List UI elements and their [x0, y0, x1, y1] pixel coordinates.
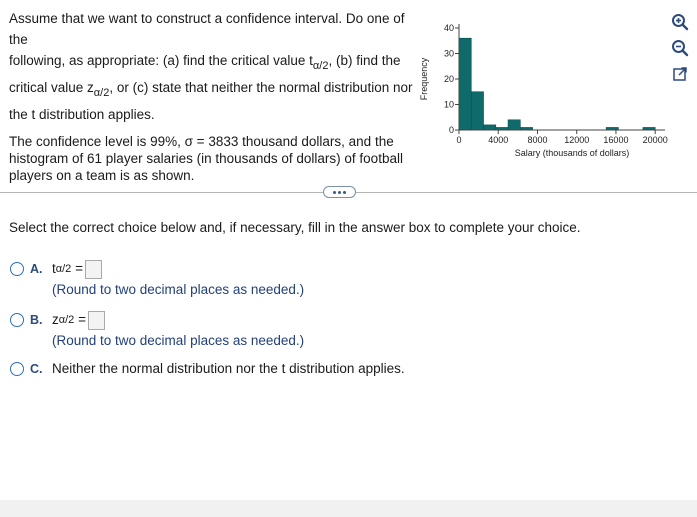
z-alpha-subscript: α/2	[58, 313, 75, 326]
zoom-out-icon[interactable]	[669, 38, 691, 58]
choice-b-body	[52, 311, 304, 348]
question-line-3-text: critical value z	[9, 80, 94, 95]
question-text	[9, 8, 419, 184]
histogram-bar-1	[471, 92, 483, 130]
choice-b-hint: (Round to two decimal places as needed.)	[52, 333, 305, 348]
x-tick-label-16000: 16000	[603, 135, 629, 145]
choice-b-letter: B.	[30, 313, 43, 327]
choice-a-hint: (Round to two decimal places as needed.)	[52, 282, 305, 297]
z-subscript: α/2	[93, 87, 110, 99]
choice-a-body	[52, 260, 304, 297]
z-answer-input[interactable]	[88, 311, 105, 330]
external-window-icon[interactable]	[669, 64, 691, 84]
equals-sign: =	[75, 261, 83, 277]
question-line-3-end: , or (c) state that neither the normal distribution nor	[109, 80, 413, 95]
choice-b-radio[interactable]	[10, 313, 24, 327]
y-axis-label: Frequency	[419, 57, 429, 101]
y-tick-label-0: 0	[448, 125, 454, 135]
choice-c-text: Neither the normal distribution nor the t distribution applies.	[52, 361, 405, 376]
question-line-2-text: following, as appropriate: (a) find the critical value t	[9, 53, 313, 68]
choice-a-letter: A.	[30, 262, 43, 276]
y-tick-label-20: 20	[443, 74, 454, 84]
x-tick-label-4000: 4000	[488, 135, 509, 145]
histogram-bar-0	[459, 38, 471, 130]
histogram-bar-4	[508, 120, 520, 130]
zoom-in-icon[interactable]	[669, 12, 691, 32]
x-tick-label-20000: 20000	[642, 135, 668, 145]
t-critical-label	[52, 261, 83, 276]
question-line-1: Assume that we want to construct a confidence interval. Do one of the	[9, 11, 405, 47]
choice-c-radio[interactable]	[10, 362, 24, 376]
choice-a-radio[interactable]	[10, 262, 24, 276]
t-answer-input[interactable]	[85, 260, 102, 279]
choice-c-letter: C.	[30, 362, 43, 376]
histogram-bar-2	[484, 125, 496, 130]
z-critical-label	[52, 312, 86, 327]
t-alpha-subscript: α/2	[55, 262, 72, 275]
question-line-4: the t distribution applies.	[9, 107, 155, 122]
footer-bar	[0, 500, 697, 517]
question-details: The confidence level is 99%, σ = 3833 thousand dollars, and the histogram of 61 player salaries (in thousands of dollars) of football players on a team is as shown.	[9, 134, 403, 183]
x-tick-label-12000: 12000	[564, 135, 590, 145]
t-variable: t	[52, 261, 56, 277]
z-variable: z	[52, 312, 59, 328]
expand-more-button[interactable]	[323, 186, 356, 198]
equals-sign: =	[78, 312, 86, 328]
side-toolbar	[669, 12, 691, 84]
y-tick-label-30: 30	[443, 48, 454, 59]
x-axis-label: Salary (thousands of dollars)	[514, 148, 630, 158]
question-line-2	[9, 50, 419, 77]
y-tick-label-10: 10	[443, 99, 454, 110]
question-line-3	[9, 77, 419, 104]
salary-histogram	[415, 18, 675, 168]
x-tick-label-0: 0	[456, 135, 462, 145]
t-subscript: α/2	[312, 60, 329, 72]
question-line-2-end: , (b) find the	[328, 53, 401, 68]
y-tick-label-40: 40	[443, 23, 454, 33]
x-tick-label-8000: 8000	[527, 135, 548, 145]
instruction-text: Select the correct choice below and, if necessary, fill in the answer box to complete your choice.	[9, 220, 581, 235]
